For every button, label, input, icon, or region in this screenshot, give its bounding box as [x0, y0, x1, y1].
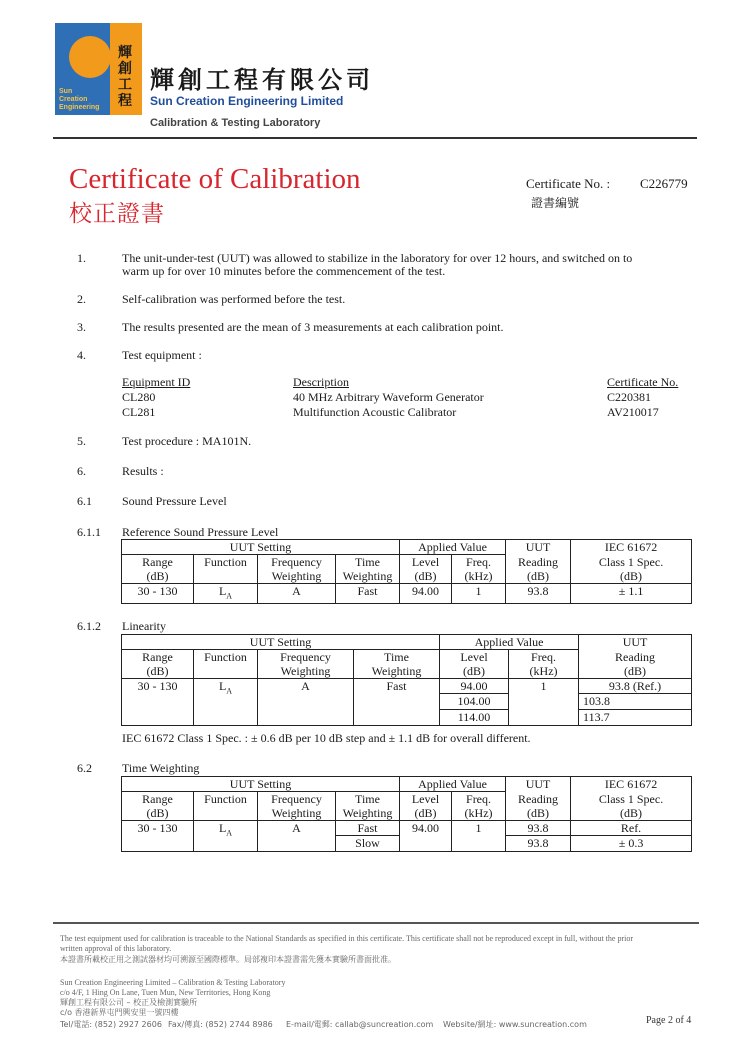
equipment-certificate: C220381 [607, 390, 652, 404]
column-header: Range (dB) [122, 650, 194, 679]
item-number: 6.1.2 [77, 619, 101, 633]
table-cell: 103.8 [579, 694, 692, 710]
linearity-spec-note: IEC 61672 Class 1 Spec. : ± 0.6 dB per 10 dB step and ± 1.1 dB for overall different. [122, 731, 531, 745]
table-cell: A [258, 584, 336, 604]
group-header: UUT [506, 540, 571, 555]
column-header: Frequency Weighting [258, 555, 336, 584]
table-cell: 1 [452, 584, 506, 604]
item-number: 6.1 [77, 494, 92, 508]
item-number: 2. [77, 292, 86, 306]
table-cell: 30 - 130 [122, 821, 194, 852]
item-number: 6.2 [77, 761, 92, 775]
lab-address: Sun Creation Engineering Limited – Calibration & Testing Laboratory [60, 978, 286, 987]
logo-sun-icon [69, 36, 111, 78]
table-cell: $L_A$ [194, 584, 258, 604]
footer-divider [53, 922, 699, 924]
table-cell: 1 [509, 679, 579, 726]
table-cell: Slow [336, 836, 400, 852]
equipment-description: Multifunction Acoustic Calibrator [293, 405, 457, 419]
logo-text-line: Engineering [59, 104, 100, 111]
table-cell: 93.8 [506, 836, 571, 852]
table-cell: Fast [354, 679, 440, 726]
table-cell: ± 1.1 [571, 584, 692, 604]
item-text: Time Weighting [122, 761, 200, 775]
item-number: 3. [77, 320, 86, 334]
header-divider [53, 137, 697, 139]
item-number: 1. [77, 251, 86, 265]
group-header: IEC 61672 [571, 540, 692, 555]
group-header: UUT Setting [122, 777, 400, 792]
lab-name: Calibration & Testing Laboratory [150, 117, 321, 129]
lab-address-zh: 輝創工程有限公司 – 校正及檢測實驗所 [60, 998, 198, 1007]
table-cell: 30 - 130 [122, 679, 194, 726]
column-header: Function [194, 650, 258, 679]
item-text: Reference Sound Pressure Level [122, 525, 279, 539]
table-cell: 30 - 130 [122, 584, 194, 604]
equipment-header: Certificate No. [607, 375, 679, 389]
linearity-table [121, 634, 692, 726]
equipment-header: Equipment ID [122, 375, 191, 389]
equipment-id: CL281 [122, 405, 156, 419]
item-text: The results presented are the mean of 3 measurements at each calibration point. [122, 320, 504, 334]
group-header: UUT Setting [122, 635, 440, 650]
logo-zh-char: 輝 [118, 46, 132, 61]
lab-address-zh: c/o 香港新界屯門興安里一號四樓 [60, 1008, 179, 1017]
item-text: Test equipment : [122, 348, 202, 362]
column-header: Reading (dB) [579, 650, 692, 679]
item-number: 6. [77, 464, 86, 478]
logo-text-line: Creation [59, 96, 88, 103]
group-header: Applied Value [400, 777, 506, 792]
item-text: Linearity [122, 619, 166, 633]
certificate-title: Certificate of Calibration [69, 163, 361, 195]
lab-address: c/o 4/F, 1 Hing On Lane, Tuen Mun, New Territories, Hong Kong [60, 988, 271, 997]
column-header: Range (dB) [122, 792, 194, 821]
table-cell: $L_A$ [194, 821, 258, 852]
certificate-title-zh: 校正證書 [69, 201, 165, 227]
column-header: Time Weighting [354, 650, 440, 679]
item-number: 6.1.1 [77, 525, 101, 539]
website-link[interactable]: Website/網址: www.suncreation.com [443, 1020, 587, 1029]
certificate-number-label-zh: 證書編號 [531, 196, 580, 210]
table-cell: 114.00 [440, 710, 509, 726]
item-text: Test procedure : MA101N. [122, 434, 252, 448]
equipment-id: CL280 [122, 390, 156, 404]
table-cell: Ref. [571, 821, 692, 836]
table-cell: 94.00 [400, 584, 452, 604]
item-text: Results : [122, 464, 164, 478]
time-weighting-table [121, 776, 692, 852]
table-cell: 104.00 [440, 694, 509, 710]
fax: Fax/傳真: (852) 2744 8986 [168, 1020, 273, 1029]
traceability-note-zh: 本證書所載校正用之測試器材均可溯源至國際標準。局部複印本證書需先獲本實驗所書面批准。 [60, 955, 396, 964]
group-header: UUT Setting [122, 540, 400, 555]
column-header: Class 1 Spec. (dB) [571, 555, 692, 584]
column-header: Class 1 Spec. (dB) [571, 792, 692, 821]
email-link[interactable]: E-mail/電郵: callab@suncreation.com [286, 1020, 434, 1029]
table-cell: A [258, 679, 354, 726]
company-name-en: Sun Creation Engineering Limited [150, 94, 344, 108]
table-cell: A [258, 821, 336, 852]
column-header: Function [194, 555, 258, 584]
column-header: Freq. (kHz) [452, 555, 506, 584]
column-header: Freq. (kHz) [452, 792, 506, 821]
column-header: Function [194, 792, 258, 821]
table-cell: 1 [452, 821, 506, 852]
group-header: UUT [579, 635, 692, 650]
equipment-certificate: AV210017 [607, 405, 659, 419]
group-header: Applied Value [400, 540, 506, 555]
table-cell: $L_A$ [194, 679, 258, 726]
group-header: UUT [506, 777, 571, 792]
column-header: Level (dB) [400, 792, 452, 821]
certificate-number-label: Certificate No. : [526, 176, 611, 191]
equipment-header: Description [293, 375, 349, 389]
table-cell: Fast [336, 821, 400, 836]
table-cell: ± 0.3 [571, 836, 692, 852]
logo-zh-char: 創 [118, 62, 132, 77]
table-cell: 93.8 [506, 821, 571, 836]
company-name-zh: 輝創工程有限公司 [150, 66, 374, 94]
column-header: Level (dB) [400, 555, 452, 584]
equipment-description: 40 MHz Arbitrary Waveform Generator [293, 390, 484, 404]
column-header: Freq. (kHz) [509, 650, 579, 679]
column-header: Reading (dB) [506, 792, 571, 821]
table-cell: 113.7 [579, 710, 692, 726]
group-header: Applied Value [440, 635, 579, 650]
logo-text-line: Sun [59, 88, 73, 95]
page-number: Page 2 of 4 [646, 1015, 692, 1026]
item-number: 5. [77, 434, 86, 448]
column-header: Time Weighting [336, 555, 400, 584]
table-cell: 94.00 [400, 821, 452, 852]
table-cell: 94.00 [440, 679, 509, 694]
item-number: 4. [77, 348, 86, 362]
column-header: Range (dB) [122, 555, 194, 584]
item-text: The unit-under-test (UUT) was allowed to stabilize in the laboratory for over 12 hours, and switched on to [122, 251, 633, 265]
reference-spl-table [121, 539, 692, 604]
telephone: Tel/電話: (852) 2927 2606 [60, 1020, 162, 1029]
column-header: Time Weighting [336, 792, 400, 821]
certificate-number: C226779 [640, 176, 688, 191]
column-header: Level (dB) [440, 650, 509, 679]
logo-zh-char: 工 [118, 78, 132, 93]
logo-zh-char: 程 [118, 94, 132, 109]
group-header: IEC 61672 [571, 777, 692, 792]
traceability-note: written approval of this laboratory. [60, 944, 172, 953]
column-header: Reading (dB) [506, 555, 571, 584]
item-text: Sound Pressure Level [122, 494, 227, 508]
column-header: Frequency Weighting [258, 792, 336, 821]
column-header: Frequency Weighting [258, 650, 354, 679]
item-text: Self-calibration was performed before the test. [122, 292, 346, 306]
table-cell: Fast [336, 584, 400, 604]
item-text: warm up for over 10 minutes before the commencement of the test. [122, 264, 446, 278]
traceability-note: The test equipment used for calibration is traceable to the National Standards as specified in this certificate. This certificate shall not be reproduced except in full, without the prior [60, 934, 633, 943]
table-cell: 93.8 (Ref.) [579, 679, 692, 694]
table-cell: 93.8 [506, 584, 571, 604]
